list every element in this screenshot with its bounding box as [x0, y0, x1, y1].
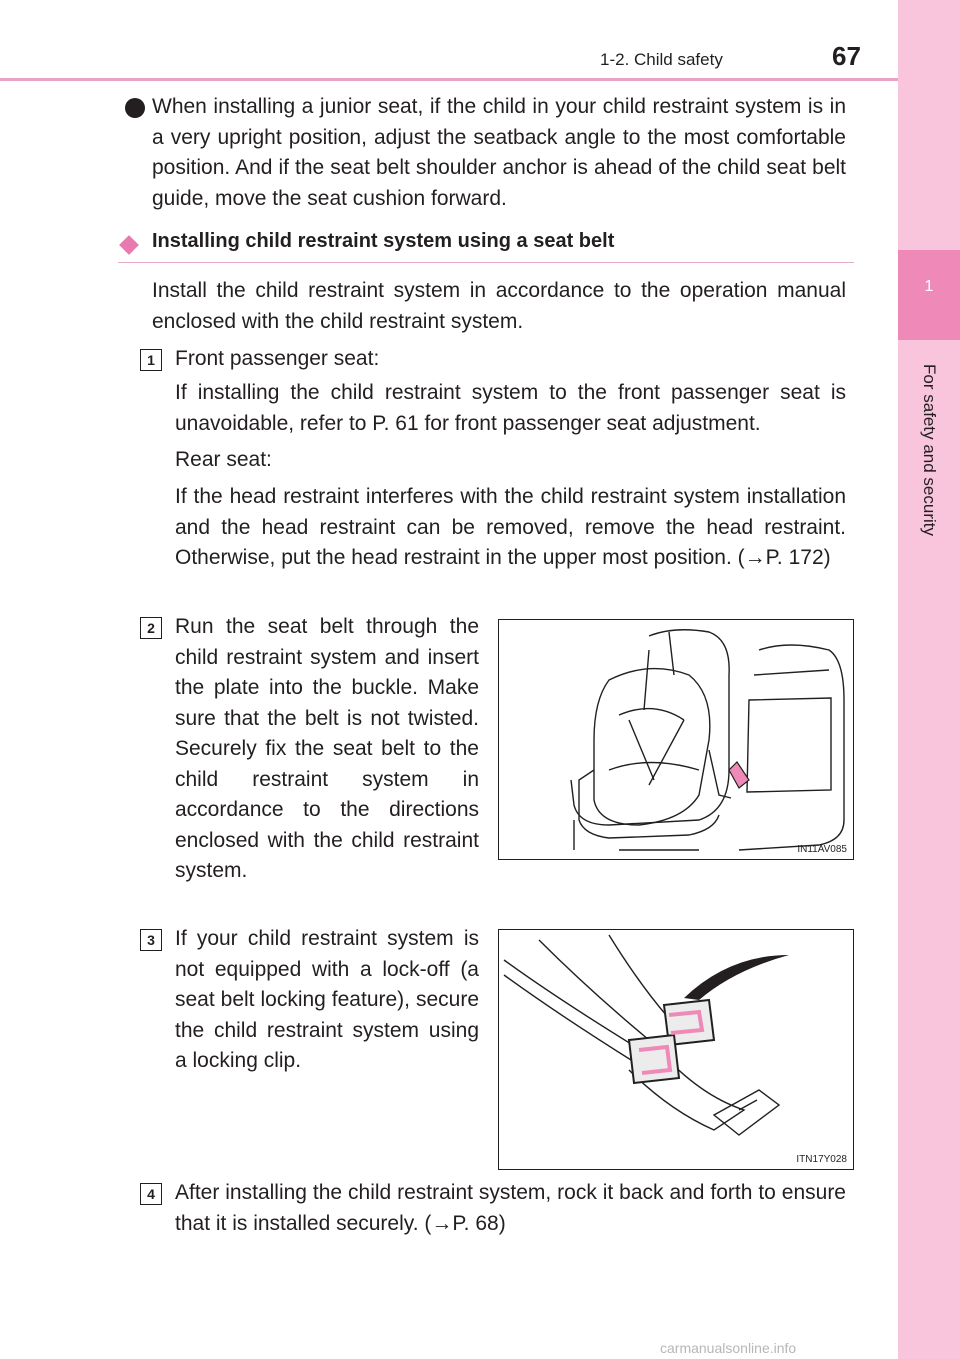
chapter-label: For safety and security — [920, 364, 939, 536]
diamond-icon — [119, 235, 139, 255]
step-number-4: 4 — [140, 1183, 162, 1205]
step-1-front-label: Front passenger seat: — [175, 347, 380, 370]
step-number-2: 2 — [140, 617, 162, 639]
illustration-code: IN11AV085 — [797, 844, 847, 855]
step-2-text: Run the seat belt through the child restraint system and insert the plate into the buckle. Make sure that the belt is not twisted. Securely fix the seat belt to the child restraint system in accordance to the directions enclosed with the child restraint system. — [175, 615, 479, 882]
section-heading: Installing child restraint system using a seat belt — [152, 230, 615, 252]
chapter-number: 1 — [924, 278, 934, 295]
locking-clip-icon — [629, 1000, 714, 1083]
locking-clip-illustration — [498, 929, 854, 1170]
footer-watermark: carmanualsonline.info — [660, 1340, 797, 1356]
child-seat-drawing — [499, 620, 855, 861]
step-3-text: If your child restraint system is not equipped with a lock-off (a seat belt locking feature), secure the child restraint system using a locking clip. — [175, 927, 479, 1072]
illustration-code: ITN17Y028 — [796, 1154, 847, 1165]
buckle-arrow-icon — [729, 762, 749, 788]
locking-clip-drawing — [499, 930, 855, 1171]
step-1-rear-label: Rear seat: — [175, 448, 272, 471]
curved-arrow-icon — [684, 955, 789, 1000]
bullet-icon — [125, 98, 145, 118]
step-number-1: 1 — [140, 349, 162, 371]
section-lead: Install the child restraint system in accordance to the operation manual enclosed with the child restraint system. — [152, 279, 846, 333]
step-1-front-text: If installing the child restraint system to the front passenger seat is unavoidable, refer to P. 61 for front passenger seat adjustment. — [175, 381, 846, 435]
step-4-text: After installing the child restraint system, rock it back and forth to ensure that it is installed securely. (→P. 68) — [175, 1181, 846, 1235]
side-tab — [898, 0, 960, 1359]
heading-rule — [118, 262, 854, 263]
header-rule — [0, 78, 898, 81]
step-number-3: 3 — [140, 929, 162, 951]
step-1-rear-text: If the head restraint interferes with the child restraint system installation and the head restraint can be removed, remove the head restraint. Otherwise, put the head restraint in the upper most position. (→P. 172) — [175, 485, 846, 569]
child-seat-illustration — [498, 619, 854, 860]
intro-paragraph: When installing a junior seat, if the child in your child restraint system is in a very upright position, adjust the seatback angle to the most comfortable position. And if the seat belt shoulder anchor is ahead of the child seat belt guide, move the seat cushion forward. — [152, 95, 846, 210]
chapter-tab — [898, 250, 960, 340]
page-number: 67 — [832, 41, 861, 71]
section-title: 1-2. Child safety — [600, 50, 723, 69]
